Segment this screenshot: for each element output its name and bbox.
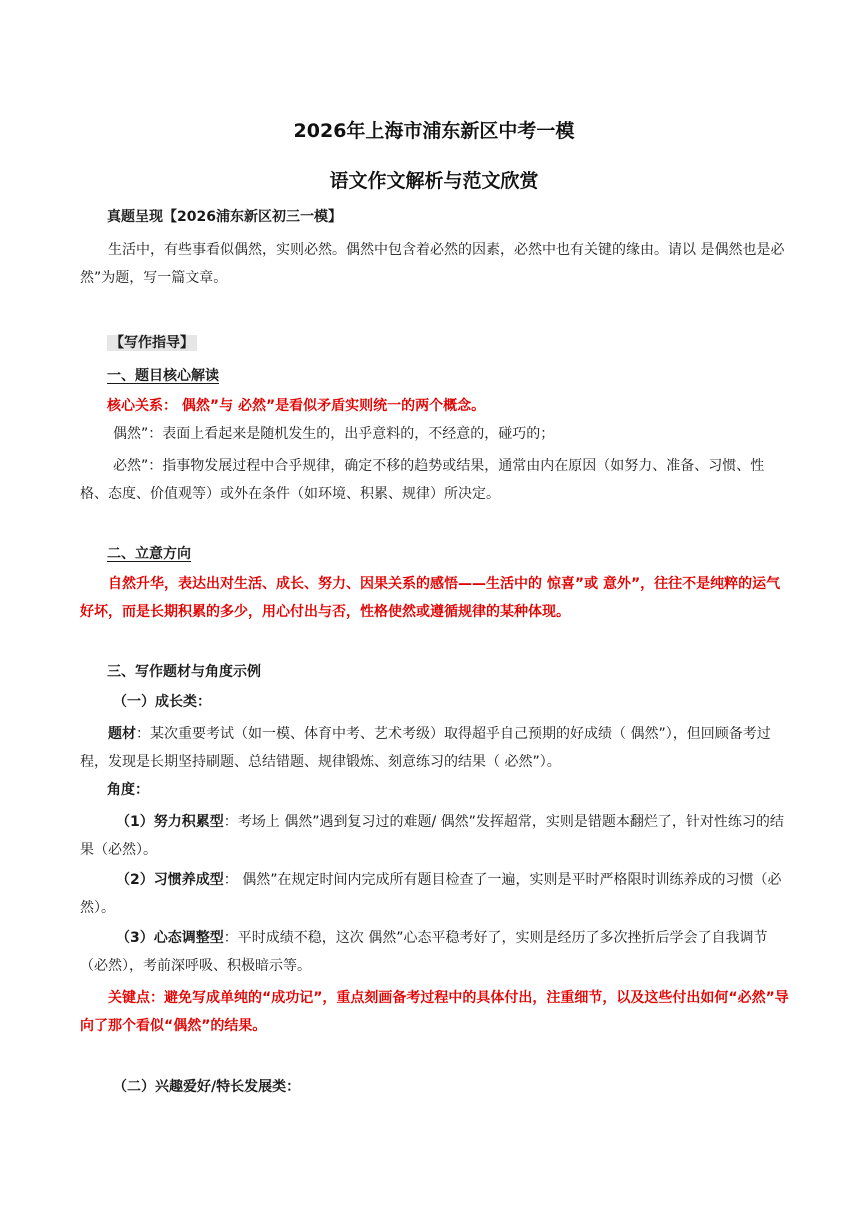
angle-label: 角度： bbox=[107, 782, 149, 798]
angle-item-label: （1）努力积累型 bbox=[116, 814, 224, 830]
guide-heading bbox=[107, 333, 197, 353]
material-label: 题材 bbox=[108, 726, 136, 742]
material-text: ：某次重要考试（如一模、体育中考、艺术考级）取得超乎自己预期的好成绩（ 偶然”），但回顾备考过程，发现是长期坚持刷题、总结错题、规律锻炼、刻意练习的结果（ 必然”）。 bbox=[80, 726, 771, 770]
document-title: 2026年上海市浦东新区中考一模 bbox=[293, 120, 575, 142]
material-paragraph bbox=[80, 720, 790, 776]
angle-item-label: （2）习惯养成型 bbox=[116, 872, 224, 888]
document-subtitle: 语文作文解析与范文欣赏 bbox=[329, 170, 539, 192]
angle-item-text: ：考场上 偶然”遇到复习过的难题/ 偶然”发挥超常，实则是错题本翻烂了，针对性练习的结果（必然）。 bbox=[80, 814, 784, 858]
section1-heading: 一、题目核心解读 bbox=[107, 368, 219, 384]
section2-text: 自然升华，表达出对生活、成长、努力、因果关系的感悟——生活中的 惊喜”或 意外”，往往不是纯粹的运气好坏，而是长期积累的多少，用心付出与否，性格使然或遵循规律的某种体现。 bbox=[80, 576, 781, 620]
angle-item-label: （3）心态调整型 bbox=[116, 930, 224, 946]
subsection-hobby: （二）兴趣爱好/特长发展类： bbox=[113, 1079, 301, 1095]
definition-ouran: 偶然”：表面上看起来是随机发生的，出乎意料的，不经意的，碰巧的； bbox=[113, 426, 555, 442]
angle-item-text: ：平时成绩不稳，这次 偶然”心态平稳考好了，实则是经历了多次挫折后学会了自我调节（必然），考前深呼吸、积极暗示等。 bbox=[80, 930, 768, 974]
section3-heading: 三、写作题材与角度示例 bbox=[107, 664, 261, 680]
prompt-text: 生活中，有些事看似偶然，实则必然。偶然中包含着必然的因素，必然中也有关键的缘由。请以 是偶然也是必然”为题，写一篇文章。 bbox=[80, 242, 785, 286]
guide-heading-label: 【写作指导】 bbox=[107, 335, 197, 351]
prompt-heading: 真题呈现【2026浦东新区初三一模】 bbox=[107, 209, 342, 225]
subsection-growth: （一）成长类： bbox=[113, 694, 211, 710]
angle-item bbox=[80, 808, 790, 864]
angle-item bbox=[80, 866, 790, 922]
key-relation: 核心关系： 偶然”与 必然”是看似矛盾实则统一的两个概念。 bbox=[107, 398, 486, 414]
angle-item bbox=[80, 924, 790, 980]
section2-heading: 二、立意方向 bbox=[107, 546, 191, 562]
key-point: 关键点：避免写成单纯的“成功记”，重点刻画备考过程中的具体付出，注重细节，以及这些付出如何“必然”导向了那个看似“偶然”的结果。 bbox=[80, 990, 789, 1034]
angle-item-text: ： 偶然”在规定时间内完成所有题目检查了一遍，实则是平时严格限时训练养成的习惯（必然）。 bbox=[80, 872, 782, 916]
definition-biran: 必然”：指事物发展过程中合乎规律，确定不移的趋势或结果，通常由内在原因（如努力、准备、习惯、性格、态度、价值观等）或外在条件（如环境、积累、规律）所决定。 bbox=[80, 458, 765, 502]
